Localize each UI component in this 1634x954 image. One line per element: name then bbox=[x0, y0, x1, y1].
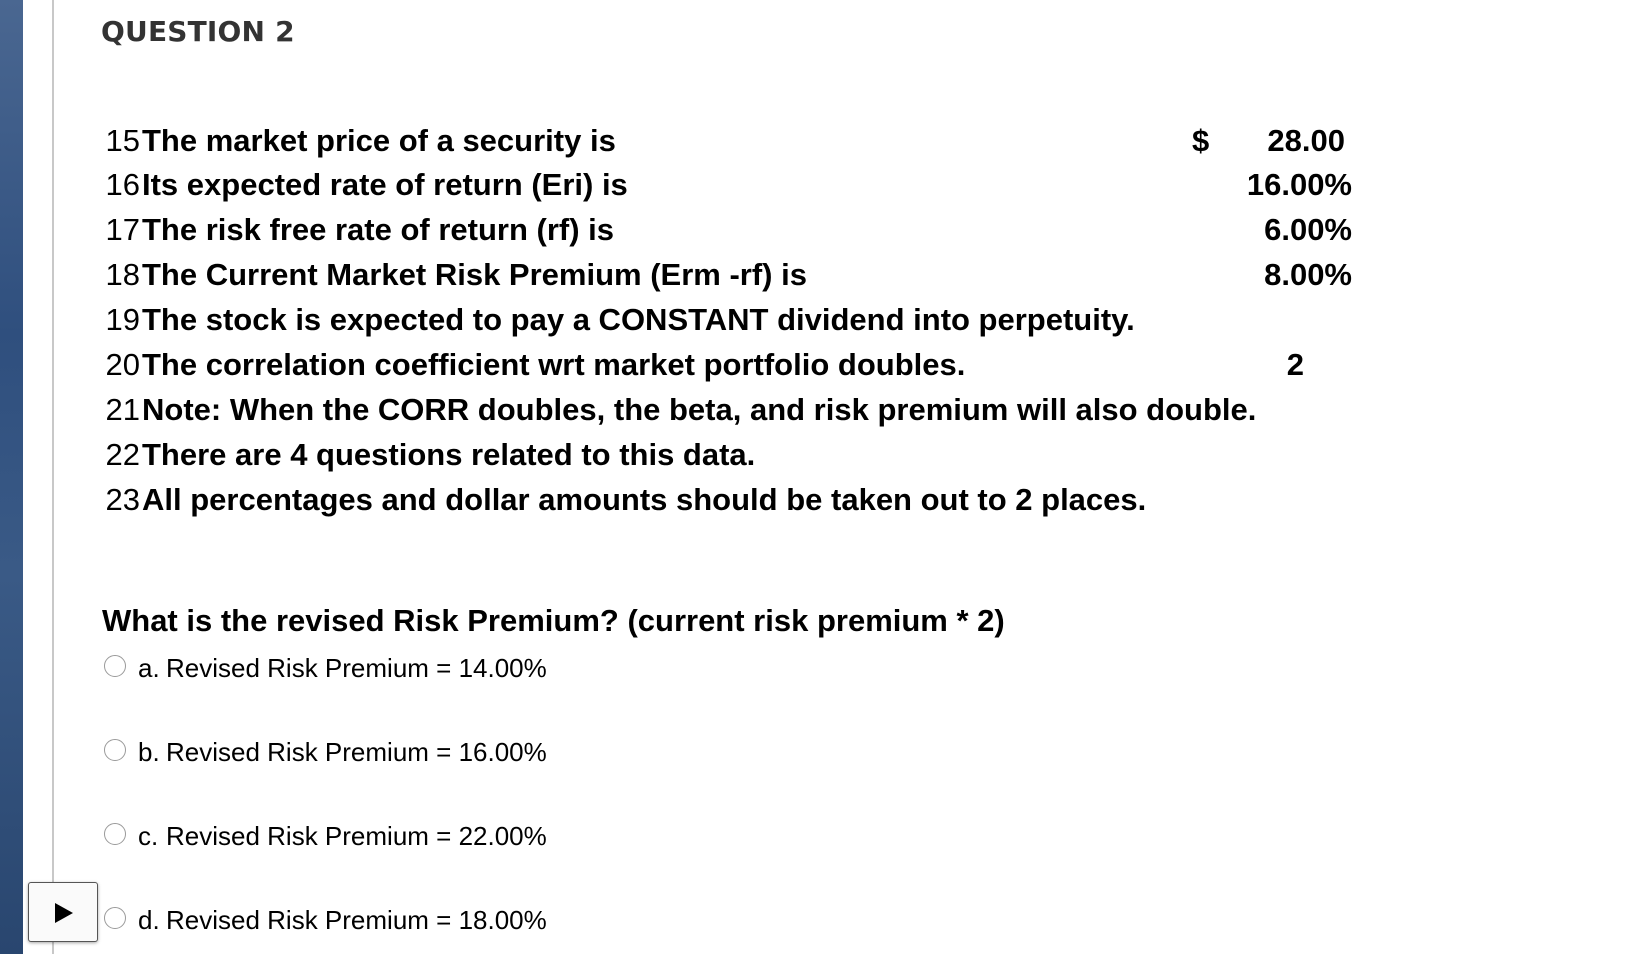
radio-button-b[interactable] bbox=[104, 739, 126, 761]
row-value: 16.00% bbox=[1246, 167, 1352, 202]
option-label[interactable]: Revised Risk Premium = 16.00% bbox=[166, 737, 547, 767]
row-text: Note: When the CORR doubles, the beta, and risk premium will also double. bbox=[142, 392, 1257, 427]
option-letter: d. bbox=[138, 905, 160, 935]
option-label[interactable]: Revised Risk Premium = 18.00% bbox=[166, 905, 547, 935]
row-text: The correlation coefficient wrt market portfolio doubles. bbox=[142, 347, 966, 382]
data-row-18 bbox=[102, 252, 1352, 297]
row-value: 6.00% bbox=[1264, 212, 1352, 247]
data-row-21 bbox=[102, 387, 1352, 432]
row-text: All percentages and dollar amounts should be taken out to 2 places. bbox=[142, 482, 1147, 517]
data-row-23 bbox=[102, 477, 1352, 522]
data-row-17 bbox=[102, 207, 1352, 252]
option-letter: b. bbox=[138, 737, 160, 767]
row-number: 15 bbox=[105, 123, 140, 158]
row-text: There are 4 questions related to this data. bbox=[142, 437, 756, 472]
row-number: 16 bbox=[105, 167, 140, 202]
play-triangle-icon bbox=[55, 903, 73, 923]
option-label[interactable]: Revised Risk Premium = 14.00% bbox=[166, 653, 547, 683]
side-panel-strip bbox=[0, 0, 23, 954]
row-value: 8.00% bbox=[1264, 257, 1352, 292]
row-number: 22 bbox=[105, 437, 140, 472]
radio-button-c[interactable] bbox=[104, 823, 126, 845]
data-row-22 bbox=[102, 432, 1352, 477]
row-text: The risk free rate of return (rf) is bbox=[142, 212, 615, 247]
data-row-16 bbox=[102, 162, 1352, 207]
row-text: The Current Market Risk Premium (Erm -rf) is bbox=[142, 257, 807, 292]
row-text: The market price of a security is bbox=[142, 123, 616, 158]
row-number: 21 bbox=[105, 392, 140, 427]
row-text: The stock is expected to pay a CONSTANT dividend into perpetuity. bbox=[142, 302, 1135, 337]
data-row-19 bbox=[102, 297, 1352, 342]
play-button[interactable] bbox=[28, 882, 98, 942]
row-number: 18 bbox=[105, 257, 140, 292]
dollar-sign: $ bbox=[1192, 123, 1210, 158]
option-letter: a. bbox=[138, 653, 160, 683]
radio-button-a[interactable] bbox=[104, 655, 126, 677]
question-title: QUESTION 2 bbox=[101, 15, 295, 48]
row-value: 2 bbox=[1286, 347, 1304, 382]
row-number: 19 bbox=[105, 302, 140, 337]
data-row-20 bbox=[102, 342, 1352, 387]
radio-button-d[interactable] bbox=[104, 907, 126, 929]
row-number: 20 bbox=[105, 347, 140, 382]
option-label[interactable]: Revised Risk Premium = 22.00% bbox=[166, 821, 547, 851]
content-divider bbox=[52, 0, 54, 954]
option-letter: c. bbox=[138, 821, 159, 851]
data-row-15 bbox=[102, 118, 1352, 163]
row-text: Its expected rate of return (Eri) is bbox=[142, 167, 628, 202]
row-number: 17 bbox=[105, 212, 140, 247]
row-value: 28.00 bbox=[1267, 123, 1345, 158]
row-number: 23 bbox=[105, 482, 140, 517]
question-prompt: What is the revised Risk Premium? (current risk premium * 2) bbox=[102, 603, 1005, 638]
